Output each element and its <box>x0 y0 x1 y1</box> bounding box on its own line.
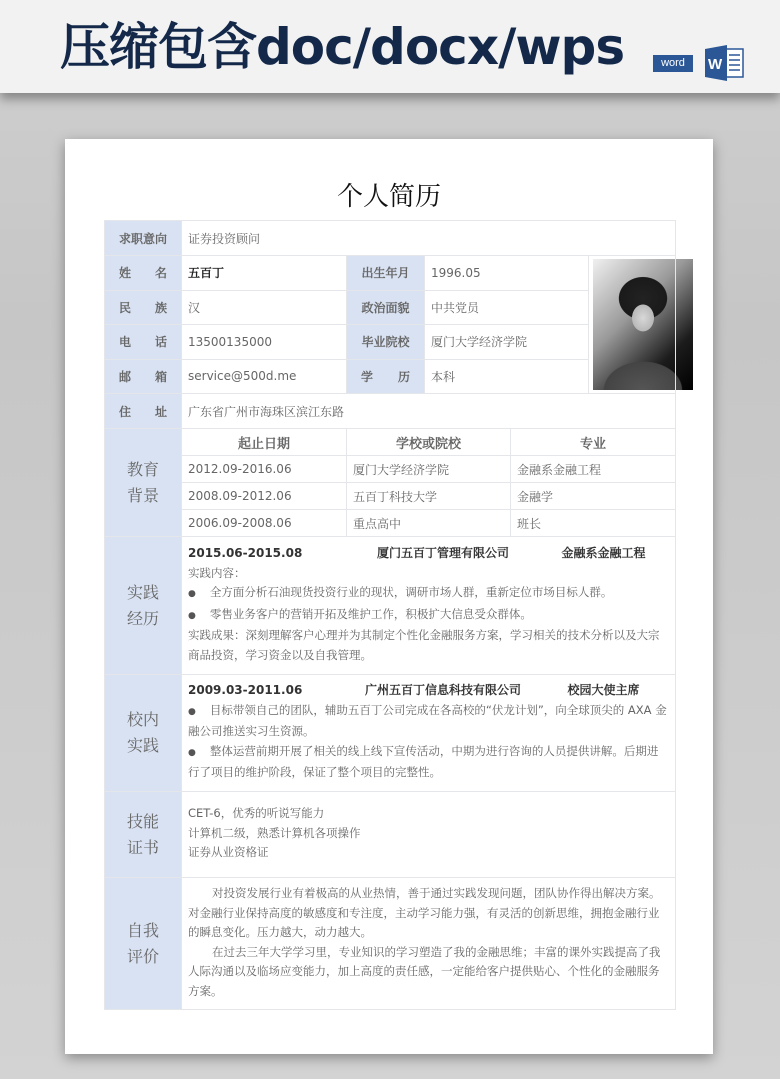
political-value: 中共党员 <box>425 290 589 325</box>
education-section-label: 教育 背景 <box>105 429 182 537</box>
birth-label: 出生年月 <box>347 256 425 291</box>
email-value: service@500d.me <box>182 359 347 394</box>
self-eval-paragraph: 对投资发展行业有着极高的从业热情，善于通过实践发现问题，团队协作得出解决方案。对金融行业保持高度的敏感度和专注度，主动学习能力强，有灵活的创新思维，拥抱金融行业的瞬息变化。压力越大，动力越大。 <box>188 886 661 939</box>
education-header-row <box>105 429 676 456</box>
self-eval-content <box>182 878 676 1010</box>
degree-label: 学 历 <box>347 359 425 394</box>
edu-school: 五百丁科技大学 <box>347 483 511 510</box>
banner-title: 压缩包含doc/docx/wps <box>60 18 625 76</box>
address-value: 广东省广州市海珠区滨江东路 <box>182 394 676 429</box>
birth-value: 1996.05 <box>425 256 589 291</box>
campus-bullet: ● 整体运营前期开展了相关的线上线下宣传活动，中期为进行咨询的人员提供讲解。后期进行了项目的维护阶段，保证了整个项目的完整性。 <box>188 742 669 783</box>
campus-content <box>182 675 676 792</box>
campus-role: 校园大使主席 <box>567 683 640 698</box>
edu-header-major: 专业 <box>511 429 676 456</box>
campus-row <box>105 675 676 792</box>
word-badge: word <box>653 55 693 72</box>
practice-role: 金融系金融工程 <box>561 546 646 560</box>
edu-header-school: 学校或院校 <box>347 429 511 456</box>
job-intent-label: 求职意向 <box>105 221 182 256</box>
practice-bullet: ● 全方面分析石油现货投资行业的现状，调研市场人群，重新定位市场目标人群。 <box>188 583 669 605</box>
edu-period: 2006.09-2008.06 <box>182 510 347 537</box>
edu-school: 重点高中 <box>347 510 511 537</box>
ethnicity-value: 汉 <box>182 290 347 325</box>
edu-header-period: 起止日期 <box>182 429 347 456</box>
edu-school: 厦门大学经济学院 <box>347 456 511 483</box>
education-row <box>105 456 676 483</box>
edu-period: 2012.09-2016.06 <box>182 456 347 483</box>
skills-section-label: 技能 证书 <box>105 792 182 878</box>
skills-row <box>105 792 676 878</box>
campus-period: 2009.03-2011.06 <box>188 683 303 698</box>
practice-content <box>182 537 676 675</box>
practice-row <box>105 537 676 675</box>
practice-company: 厦门五百丁管理有限公司 <box>376 546 509 560</box>
phone-value: 13500135000 <box>182 325 347 360</box>
document-title: 个人简历 <box>336 182 441 212</box>
degree-value: 本科 <box>425 359 589 394</box>
row-name <box>105 256 676 291</box>
practice-head <box>188 544 669 564</box>
practice-bullet: ● 零售业务客户的营销开拓及维护工作，积极扩大信息受众群体。 <box>188 605 669 627</box>
campus-section-label: 校内 实践 <box>105 675 182 792</box>
self-eval-paragraph: 在过去三年大学学习里，专业知识的学习塑造了我的金融思维；丰富的课外实践提高了我人际沟通以及临场应变能力，加上高度的责任感，一定能给客户提供贴心、个性化的金融服务方案。 <box>188 944 661 998</box>
skill-item: 证券从业资格证 <box>188 845 269 860</box>
campus-head <box>188 681 669 701</box>
row-address <box>105 394 676 429</box>
banner <box>0 0 780 93</box>
practice-period: 2015.06-2015.08 <box>188 546 303 560</box>
school-value: 厦门大学经济学院 <box>425 325 589 360</box>
email-label: 邮 箱 <box>105 359 182 394</box>
edu-period: 2008.09-2012.06 <box>182 483 347 510</box>
resume-table <box>104 220 676 1010</box>
address-label: 住 址 <box>105 394 182 429</box>
political-label: 政治面貌 <box>347 290 425 325</box>
edu-major: 金融系金融工程 <box>511 456 676 483</box>
phone-label: 电 话 <box>105 325 182 360</box>
photo-cell <box>589 256 676 394</box>
name-label: 姓 名 <box>105 256 182 291</box>
practice-content-label: 实践内容： <box>188 565 246 580</box>
self-eval-row <box>105 878 676 1010</box>
education-row <box>105 483 676 510</box>
campus-bullet: ● 目标带领自己的团队，辅助五百丁公司完成在各高校的“伏龙计划”，向全球顶尖的 AXA 金融公司推送实习生资源。 <box>188 701 669 742</box>
skills-content <box>182 792 676 878</box>
row-job-intent <box>105 221 676 256</box>
svg-text:W: W <box>708 56 723 73</box>
education-row <box>105 510 676 537</box>
job-intent-value: 证券投资顾问 <box>182 221 676 256</box>
portrait-photo <box>593 259 693 390</box>
word-app-icon <box>705 45 745 81</box>
name-value: 五百丁 <box>182 256 347 291</box>
skill-item: CET-6，优秀的听说写能力 <box>188 806 325 821</box>
resume-page <box>65 139 713 1054</box>
skill-item: 计算机二级，熟悉计算机各项操作 <box>188 825 361 840</box>
campus-company: 广州五百丁信息科技有限公司 <box>364 683 521 698</box>
edu-major: 班长 <box>511 510 676 537</box>
self-eval-section-label: 自我 评价 <box>105 878 182 1010</box>
school-label: 毕业院校 <box>347 325 425 360</box>
ethnicity-label: 民 族 <box>105 290 182 325</box>
practice-section-label: 实践 经历 <box>105 537 182 675</box>
edu-major: 金融学 <box>511 483 676 510</box>
practice-result: 实践成果：深刻理解客户心理并为其制定个性化金融服务方案，学习相关的技术分析以及大宗商品投资，学习资金以及自我管理。 <box>188 628 660 662</box>
